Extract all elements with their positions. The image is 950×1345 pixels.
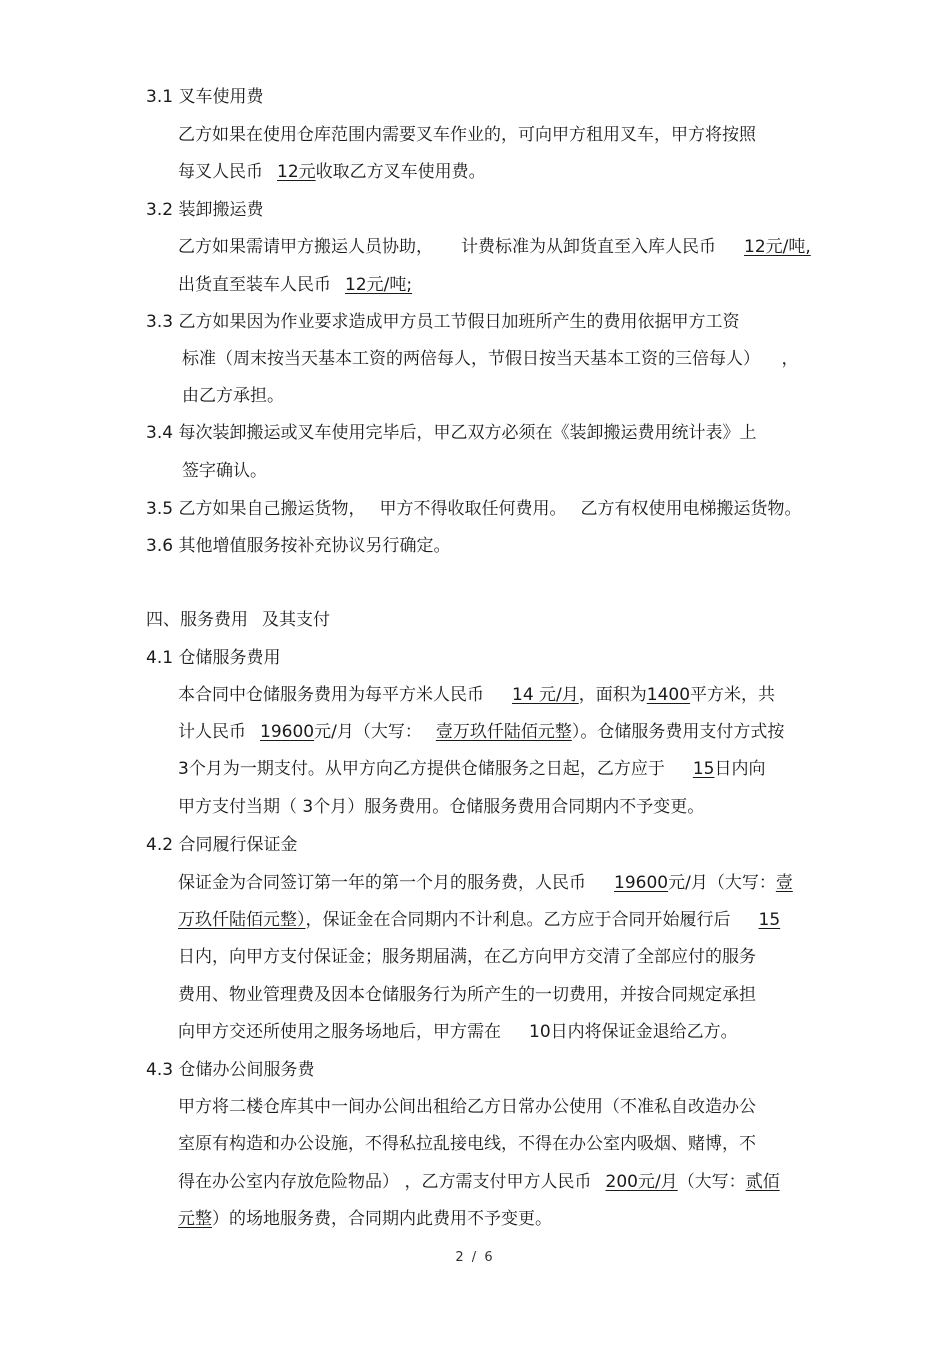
paragraph-line: [178, 274, 412, 296]
fill-in-value: 12元: [277, 162, 316, 182]
section-4-2-heading: 4.2 合同履行保证金: [146, 835, 298, 855]
paragraph-line: [178, 758, 765, 780]
paragraph-line: 乙方如果在使用仓库范围内需要叉车作业的，可向甲方租用叉车，甲方将按照: [178, 125, 756, 145]
fill-in-value: 200元/月: [605, 1172, 678, 1192]
text-run: 每叉人民币: [178, 162, 263, 182]
section-4-heading: [146, 609, 330, 631]
text-run: ，保证金在合同期内不计利息。乙方应于合同开始履行后: [305, 910, 731, 930]
paragraph-line: [178, 721, 784, 743]
paragraph-line: [178, 872, 793, 894]
page-number: 2 / 6: [455, 1250, 495, 1265]
text-run: 计人民币: [178, 722, 246, 742]
section-4-3-heading: 4.3 仓储办公间服务费: [146, 1060, 315, 1080]
text-run: 元/月（大写：: [668, 873, 776, 893]
text-run: 计费标准为从卸货直至入库人民币: [461, 237, 716, 257]
paragraph-line: 日内，向甲方支付保证金；服务期届满，在乙方向甲方交清了全部应付的服务: [178, 947, 756, 967]
paragraph-line: 室原有构造和办公设施，不得私拉乱接电线，不得在办公室内吸烟、赌博，不: [178, 1134, 756, 1154]
text-run: ）的场地服务费，合同期内此费用不予变更。: [212, 1209, 552, 1229]
paragraph-line: 费用、物业管理费及因本仓储服务行为所产生的一切费用，并按合同规定承担: [178, 985, 756, 1005]
text-run: 得在办公室内存放危险物品）: [178, 1172, 391, 1192]
paragraph-line: [178, 161, 486, 183]
text-run: 平方米，共: [690, 685, 776, 705]
paragraph-line: [178, 236, 811, 258]
paragraph-line: 甲方支付当期（ 3个月）服务费用。仓储服务费用合同期内不予变更。: [178, 797, 705, 817]
paragraph-line: [178, 1171, 780, 1193]
text-run: 10日内将保证金退给乙方。: [529, 1022, 738, 1042]
paragraph-line: [178, 1208, 552, 1230]
paragraph-line: 由乙方承担。: [182, 386, 284, 406]
text-run: 元/月（大写：: [314, 722, 422, 742]
text-run: 3.5 乙方如果自己搬运货物，: [146, 499, 366, 519]
fill-in-value: 壹: [775, 873, 793, 893]
fill-in-value: 1400: [646, 685, 691, 705]
text-run: ）。仓储服务费用支付方式按: [571, 722, 785, 742]
fill-in-value: 壹万玖仟陆佰元整: [435, 722, 572, 742]
text-run: 保证金为合同签订第一年的第一个月的服务费，人民币: [178, 873, 586, 893]
text-run: ，乙方需支付甲方人民币: [404, 1172, 592, 1192]
fill-in-value: 万玖仟陆佰元整）: [178, 910, 306, 930]
fill-in-value: 19600: [614, 873, 669, 893]
text-run: 出货直至装车人民币: [178, 275, 331, 295]
paragraph-line: [178, 684, 775, 706]
text-run: 及其支付: [262, 610, 330, 630]
text-run: ，: [781, 349, 799, 369]
text-run: 日内向: [714, 759, 766, 779]
fill-in-value: 15: [692, 759, 715, 779]
section-3-6-line: 3.6 其他增值服务按补充协议另行确定。: [146, 536, 451, 556]
section-3-5-line: [146, 498, 801, 520]
text-run: 四、服务费用: [146, 610, 248, 630]
text-run: 向甲方交还所使用之服务场地后，甲方需在: [178, 1022, 501, 1042]
text-run: ，面积为: [578, 685, 647, 705]
paragraph-line: [178, 1021, 738, 1043]
text-run: 本合同中仓储服务费用为每平方米人民币: [178, 685, 484, 705]
paragraph-line: [178, 909, 780, 931]
fill-in-value: 19600: [260, 722, 315, 742]
text-run: 标准（周末按当天基本工资的两倍每人，节假日按当天基本工资的三倍每人）: [182, 349, 752, 369]
fill-in-value: 12元/吨;: [345, 275, 413, 295]
section-3-2-heading: 3.2 装卸搬运费: [146, 200, 264, 220]
paragraph-line: [182, 348, 799, 370]
fill-in-value: 元整: [178, 1209, 212, 1229]
fill-in-value: 12元/吨,: [744, 237, 811, 257]
section-3-4-line: 3.4 每次装卸搬运或叉车使用完毕后，甲乙双方必须在《装卸搬运费用统计表》上: [146, 423, 757, 443]
section-4-1-heading: 4.1 仓储服务费用: [146, 648, 281, 668]
section-3-1-heading: 3.1 叉车使用费: [146, 87, 264, 107]
paragraph-line: 甲方将二楼仓库其中一间办公间出租给乙方日常办公使用（不准私自改造办公: [178, 1097, 756, 1117]
fill-in-value: 贰佰: [745, 1172, 780, 1192]
text-run: （大写：: [677, 1172, 746, 1192]
text-run: 甲方不得收取任何费用。: [379, 499, 567, 519]
fill-in-value: 15: [758, 910, 781, 930]
text-run: 乙方如果需请甲方搬运人员协助，: [178, 237, 433, 257]
paragraph-line: 签字确认。: [182, 461, 267, 481]
text-run: 乙方有权使用电梯搬运货物。: [580, 499, 802, 519]
section-3-3-line: 3.3 乙方如果因为作业要求造成甲方员工节假日加班所产生的费用依据甲方工资: [146, 312, 740, 332]
fill-in-value: 14 元/月: [512, 685, 579, 705]
text-run: 3个月为一期支付。从甲方向乙方提供仓储服务之日起，乙方应于: [178, 759, 665, 779]
text-run: 收取乙方叉车使用费。: [315, 162, 486, 182]
